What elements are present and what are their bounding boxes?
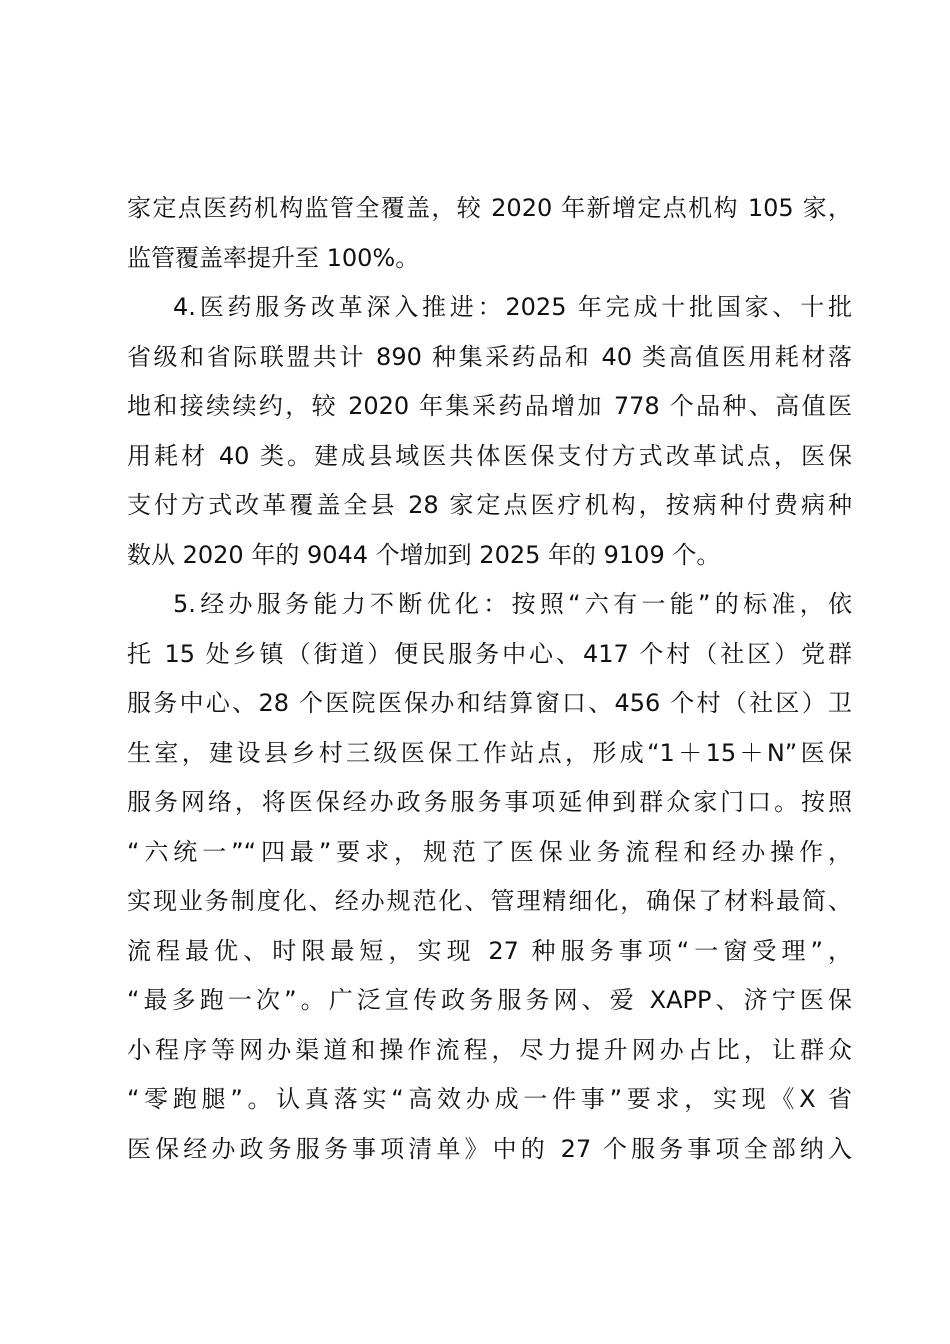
text-line: 家定点医药机构监管全覆盖，较 2020 年新增定点机构 105 家， (127, 194, 852, 222)
text-line: 支付方式改革覆盖全县 28 家定点医疗机构，按病种付费病种 (127, 491, 852, 519)
text-line: “六统一”“四最”要求，规范了医保业务流程和经办操作， (127, 837, 852, 866)
text-line: 医保经办政务服务事项清单》中的 27 个服务事项全部纳入 (127, 1134, 852, 1163)
text-line: 数从 2020 年的 9044 个增加到 2025 年的 9109 个。 (127, 540, 721, 569)
body-text (127, 184, 852, 1174)
paragraph-heading-4: 4.医药服务改革深入推进：2025 年完成十批国家、十批 (173, 293, 852, 321)
text-line: 用耗材 40 类。建成县域医共体医保支付方式改革试点，医保 (127, 441, 852, 470)
text-line: 生室，建设县乡村三级医保工作站点，形成“1＋15＋N”医保 (127, 738, 852, 767)
text-line: “零跑腿”。认真落实“高效办成一件事”要求，实现《X 省 (127, 1085, 852, 1113)
text-line: 流程最优、时限最短，实现 27 种服务事项“一窗受理”， (127, 936, 852, 965)
text-line: 省级和省际联盟共计 890 种集采药品和 40 类高值医用耗材落 (127, 342, 852, 371)
text-line: 服务中心、28 个医院医保办和结算窗口、456 个村（社区）卫 (127, 689, 852, 717)
text-line: 实现业务制度化、经办规范化、管理精细化，确保了材料最简、 (127, 887, 852, 915)
text-line: 地和接续续约，较 2020 年集采药品增加 778 个品种、高值医 (127, 392, 852, 420)
text-line: 监管覆盖率提升至 100%。 (127, 243, 420, 272)
text-line: 托 15 处乡镇（街道）便民服务中心、417 个村（社区）党群 (127, 639, 852, 668)
text-line: 小程序等网办渠道和操作流程，尽力提升网办占比，让群众 (127, 1035, 852, 1064)
text-line: “最多跑一次”。广泛宣传政务服务网、爱 XAPP、济宁医保 (127, 986, 852, 1014)
paragraph-heading-5: 5.经办服务能力不断优化：按照“六有一能”的标准，依 (173, 590, 852, 618)
text-line: 服务网络，将医保经办政务服务事项延伸到群众家门口。按照 (127, 788, 852, 816)
